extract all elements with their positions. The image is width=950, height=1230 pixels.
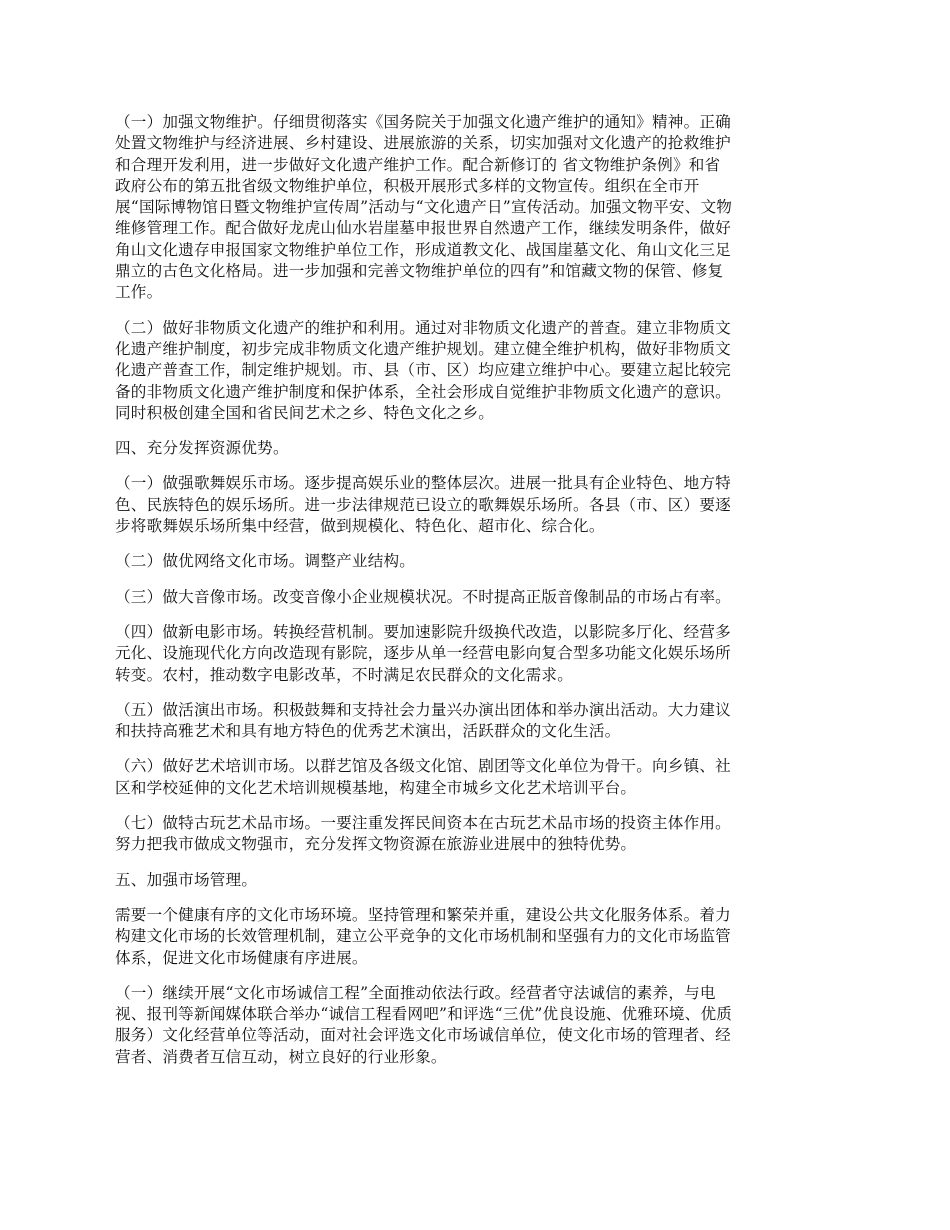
text-line: 色、民族特色的娱乐场所。进一步法律规范已设立的歌舞娱乐场所。各县（市、区）要逐	[115, 495, 731, 514]
text-line: 工作。	[115, 283, 163, 302]
text-line: 五、加强市场管理。	[115, 870, 258, 889]
body-paragraph	[115, 756, 837, 799]
text-line: 步将歌舞娱乐场所集中经营，做到规模化、特色化、超市化、综合化。	[115, 517, 605, 536]
text-line: 需要一个健康有序的文化市场环境。坚持管理和繁荣并重，建设公共文化服务体系。着力	[115, 905, 731, 924]
text-line: 转变。农村，推动数字电影改革，不时满足农民群众的文化需求。	[115, 665, 574, 684]
text-line: 展“国际博物馆日暨文物维护宣传周”活动与“文化遗产日”宣传活动。加强文物平安、文物	[115, 198, 733, 217]
body-paragraph	[115, 813, 837, 856]
text-line: 区和学校延伸的文化艺术培训规模基地，构建全市城乡文化艺术培训平台。	[115, 778, 637, 797]
body-paragraph	[115, 905, 837, 969]
body-paragraph	[115, 318, 837, 424]
text-line: 角山文化遗存申报国家文物维护单位工作，形成道教文化、战国崖墓文化、角山文化三足	[115, 240, 731, 259]
text-line: 构建文化市场的长效管理机制，建立公平竞争的文化市场机制和坚强有力的文化市场监管	[115, 927, 731, 946]
text-line: 化遗产普查工作，制定维护规划。市、县（市、区）均应建立维护中心。要建立起比较完	[115, 361, 731, 380]
body-paragraph	[115, 473, 837, 537]
text-line: 努力把我市做成文物强市，充分发挥文物资源在旅游业进展中的独特优势。	[115, 835, 637, 854]
text-line: 元化、设施现代化方向改造现有影院，逐步从单一经营电影向复合型多功能文化娱乐场所	[115, 644, 731, 663]
text-line: （一）继续开展“文化市场诚信工程”全面推动依法行政。经营者守法诚信的素养，与电	[115, 983, 716, 1002]
text-line: （六）做好艺术培训市场。以群艺馆及各级文化馆、剧团等文化单位为骨干。向乡镇、社	[115, 757, 731, 776]
body-paragraph	[115, 983, 837, 1068]
section-heading	[115, 438, 837, 459]
text-line: （四）做新电影市场。转换经营机制。要加速影院升级换代改造，以影院多厅化、经营多	[115, 622, 731, 641]
text-line: （三）做大音像市场。改变音像小企业规模状况。不时提高正版音像制品的市场占有率。	[115, 587, 731, 606]
text-line: （七）做特古玩艺术品市场。一要注重发挥民间资本在古玩艺术品市场的投资主体作用。	[115, 814, 731, 833]
text-line: 化遗产维护制度，初步完成非物质文化遗产维护规划。建立健全维护机构，做好非物质文	[115, 339, 731, 358]
text-line: 同时积极创建全国和省民间艺术之乡、特色文化之乡。	[115, 403, 495, 422]
body-paragraph	[115, 700, 837, 743]
document-page	[115, 112, 837, 1082]
text-line: 体系，促进文化市场健康有序进展。	[115, 948, 368, 967]
text-line: 四、充分发挥资源优势。	[115, 439, 289, 458]
text-line: （二）做优网络文化市场。调整产业结构。	[115, 552, 416, 571]
text-line: （二）做好非物质文化遗产的维护和利用。通过对非物质文化遗产的普查。建立非物质文	[115, 318, 731, 337]
section-heading	[115, 870, 837, 891]
body-paragraph	[115, 551, 837, 572]
text-line: （一）做强歌舞娱乐市场。逐步提高娱乐业的整体层次。进展一批具有企业特色、地方特	[115, 474, 731, 493]
text-line: 营者、消费者互信互动，树立良好的行业形象。	[115, 1047, 447, 1066]
body-paragraph	[115, 587, 837, 608]
text-line: 备的非物质文化遗产维护制度和保护体系，全社会形成自觉维护非物质文化遗产的意识。	[115, 382, 731, 401]
text-line: 政府公布的第五批省级文物维护单位，积极开展形式多样的文物宣传。组织在全市开	[115, 176, 700, 195]
text-line: 维修管理工作。配合做好龙虎山仙水岩崖墓申报世界自然遗产工作，继续发明条件，做好	[115, 219, 731, 238]
text-line: 服务）文化经营单位等活动，面对社会评选文化市场诚信单位，使文化市场的管理者、经	[115, 1026, 731, 1045]
body-paragraph	[115, 622, 837, 686]
body-paragraph	[115, 112, 837, 304]
text-line: 和扶持高雅艺术和具有地方特色的优秀艺术演出，活跃群众的文化生活。	[115, 722, 621, 741]
text-line: 鼎立的古色文化格局。进一步加强和完善文物维护单位的四有”和馆藏文物的保管、修复	[115, 262, 724, 281]
text-line: 视、报刊等新闻媒体联合举办“诚信工程看网吧”和评选“三优”优良设施、优雅环境、优质	[115, 1005, 733, 1024]
text-line: （一）加强文物维护。仔细贯彻落实《国务院关于加强文化遗产维护的通知》精神。正确	[115, 113, 731, 131]
text-line: 处置文物维护与经济进展、乡村建设、进展旅游的关系，切实加强对文化遗产的抢救维护	[115, 134, 731, 153]
text-line: （五）做活演出市场。积极鼓舞和支持社会力量兴办演出团体和举办演出活动。大力建议	[115, 700, 731, 719]
text-line: 和合理开发利用，进一步做好文化遗产维护工作。配合新修订的 省文物维护条例》和省	[115, 155, 721, 174]
